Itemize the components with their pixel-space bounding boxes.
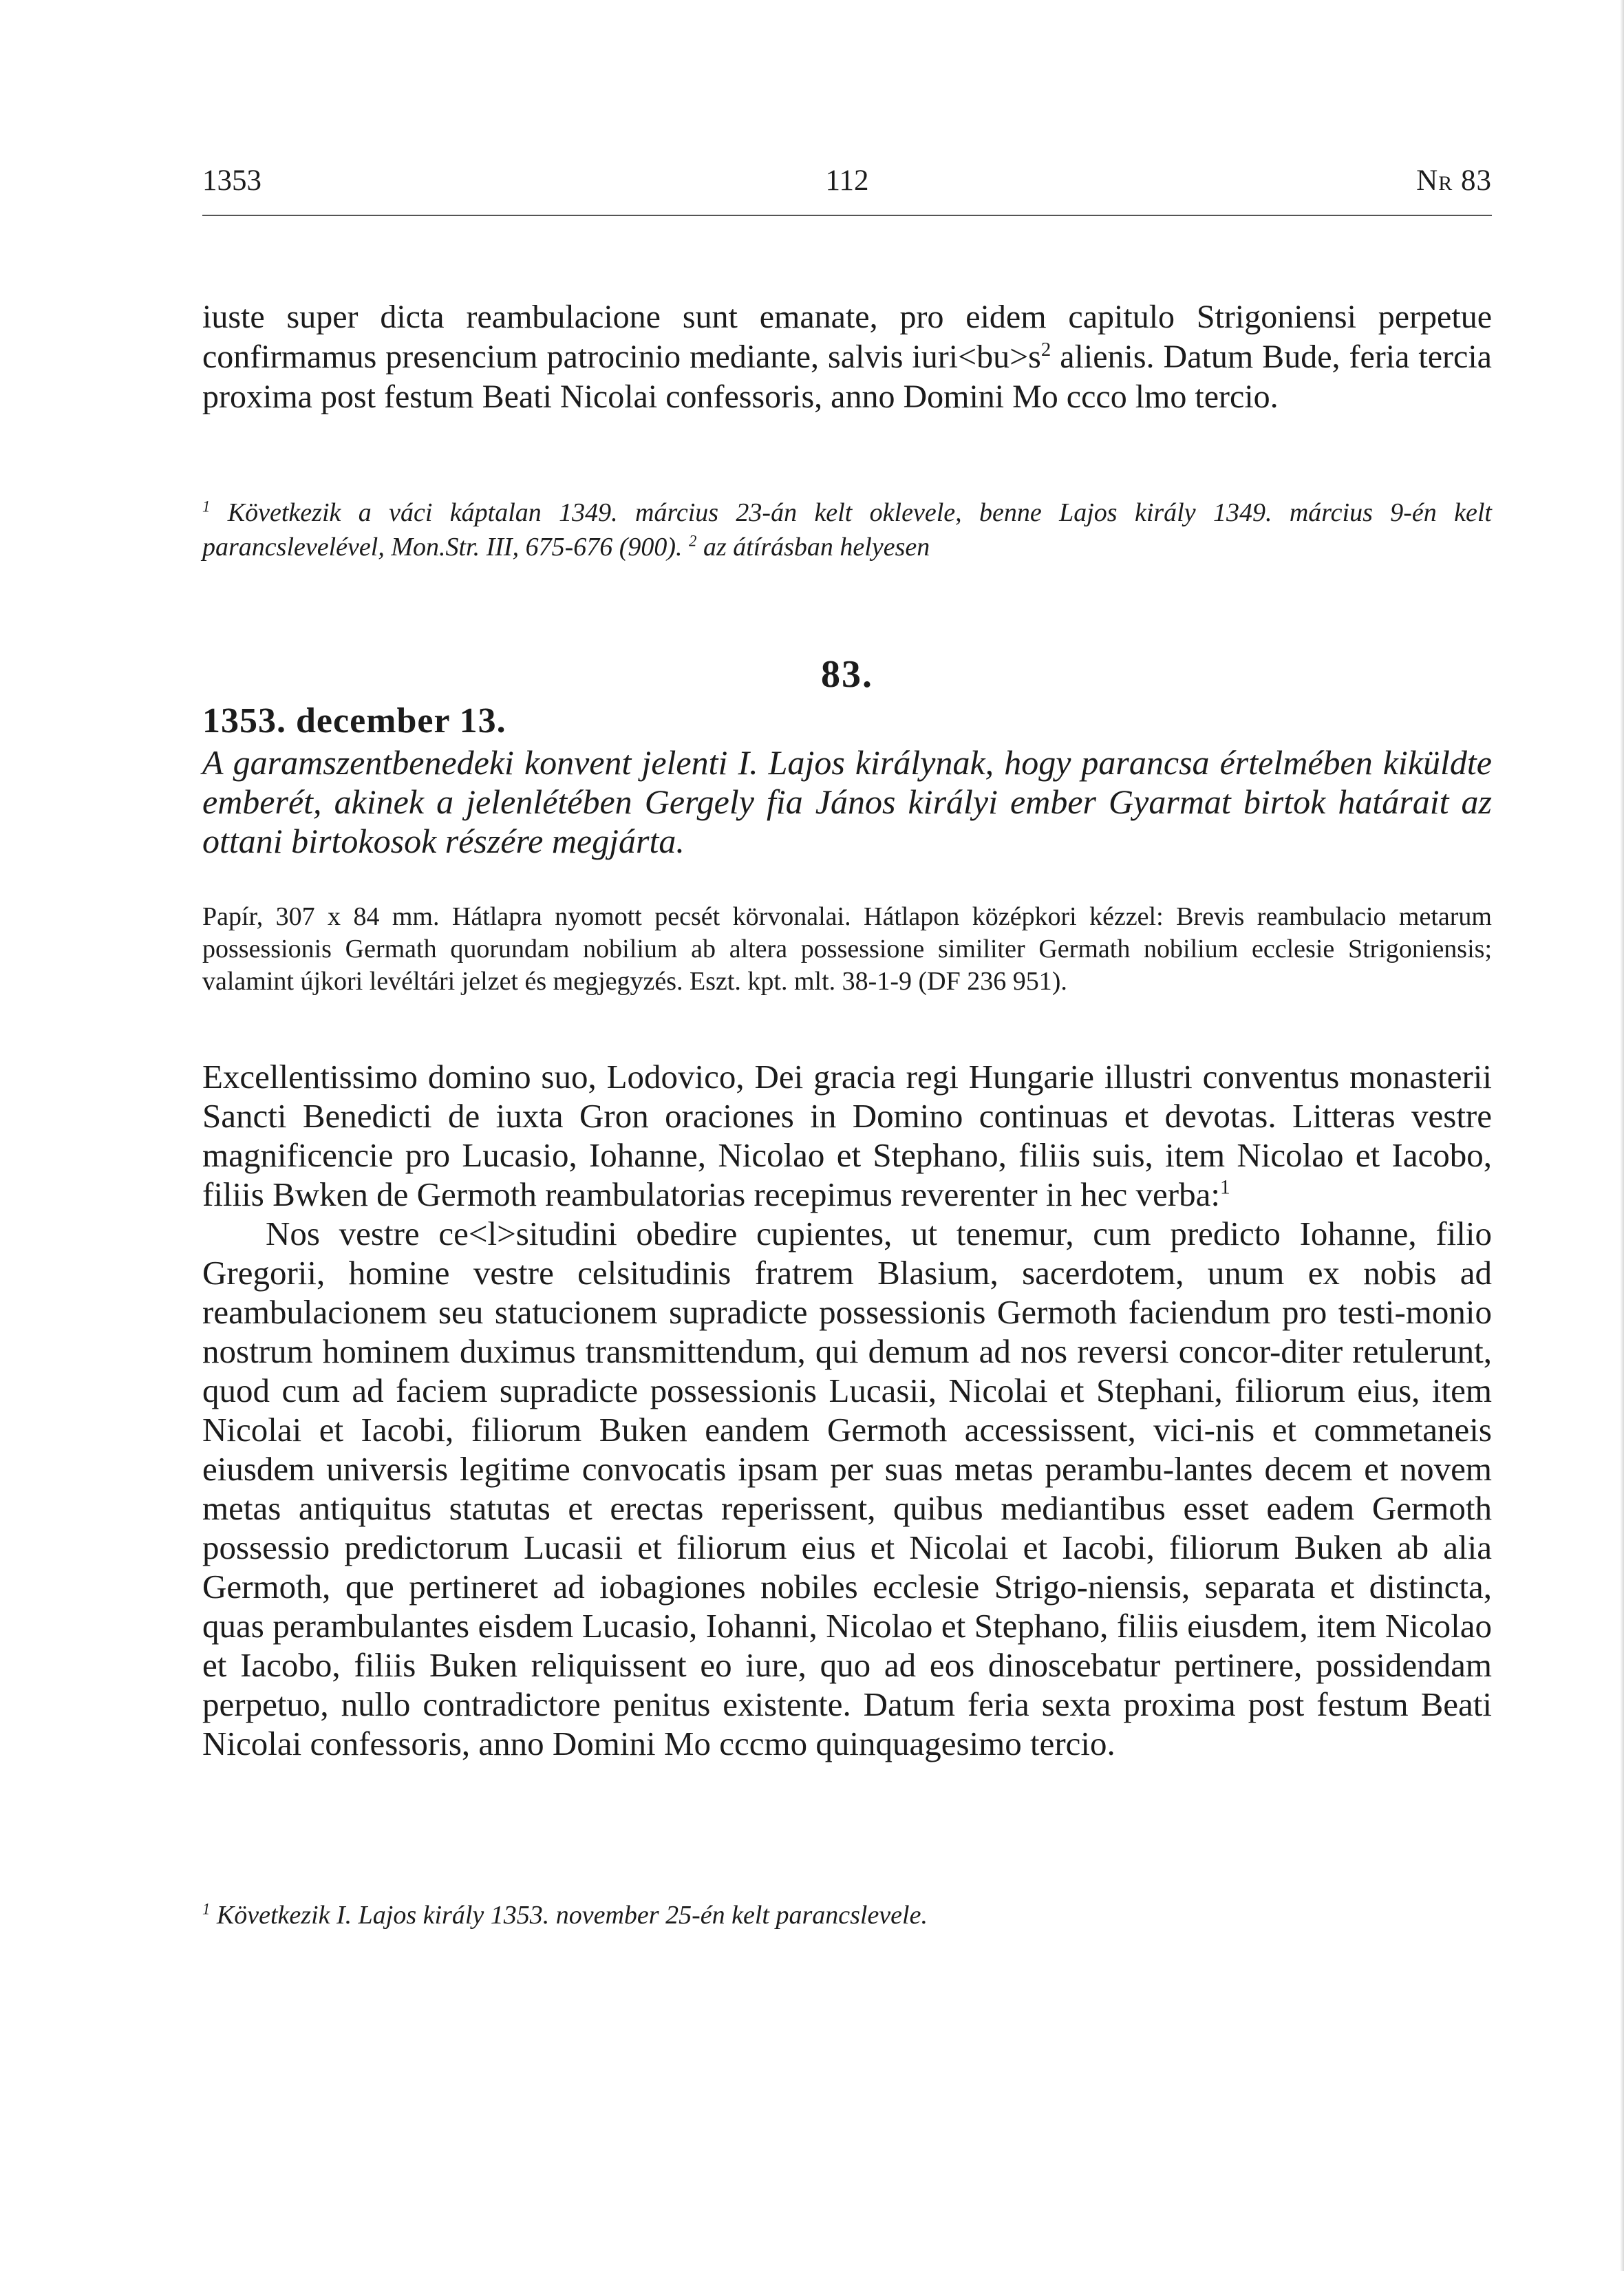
document-number: 83. xyxy=(821,653,873,696)
document-footnote-mark: 1 xyxy=(202,1900,211,1918)
document-regest: A garamszentbenedeki konvent jelenti I. Lajos királynak, hogy parancsa értelmében kiküldte emberét, akinek a jelenlétében Gergely fia János királyi ember Gyarmat birtok határait az ottani birtokosok részére megjárta. xyxy=(202,743,1492,860)
previous-footnotes xyxy=(202,495,1492,564)
document-text xyxy=(202,1057,1492,1763)
prev-text-footnote-ref: 2 xyxy=(1040,339,1051,361)
prev-note-1-mark: 1 xyxy=(202,498,211,515)
prev-text-body: iuste super dicta reambulacione sunt emanate, pro eidem capitulo Strigoniensi perpetue confirmamus presencium patrocinio mediante, salvis iuri<bu>s xyxy=(202,299,1492,375)
document-date: 1353. december 13. xyxy=(202,701,506,740)
header-page-number: 112 xyxy=(825,164,869,197)
header-year: 1353 xyxy=(202,164,261,197)
previous-document-ending xyxy=(202,297,1492,417)
scan-edge-shadow xyxy=(1620,0,1624,2271)
document-description: Papír, 307 x 84 mm. Hátlapra nyomott pecsét körvonalai. Hátlapon középkori kézzel: Brevis reambulacio metarum possessionis Germath quorundam nobilium ab altera possessione similiter Germath nobilium ecclesie Strigoniensis; valamint újkori levéltári jelzet és megjegyzés. Eszt. kpt. mlt. 38-1-9 (DF 236 951). xyxy=(202,902,1492,996)
document-paragraph-2: Nos vestre ce<l>situdini obedire cupientes, ut tenemur, cum predicto Iohanne, filio Gregorii, homine vestre celsitudinis fratrem Blasium, sacerdotem, unum ex nobis ad reambulacionem seu statucionem supradicte possessionis Germoth faciendum pro testi-monio nostrum hominem duximus transmittendum, qui demum ad nos reversi concor-diter retulerunt, quod cum ad faciem supradicte possessionis Lucasii, Nicolai et Stephani, filiorum eius, item Nicolai et Iacobi, filiorum Buken eandem Germoth accessissent, vici-nis et commetaneis eiusdem universis legitime convocatis ipsam per suas metas perambu-lantes decem et novem metas antiquitus statutas et erectas reperissent, quibus mediantibus esset eadem Germoth possessio predictorum Lucasii et filiorum eius et Nicolai et Iacobi, filiorum Buken ab alia Germoth, que pertineret ad iobagiones nobiles ecclesie Strigo-niensis, separata et distincta, quas perambulantes eisdem Lucasio, Iohanni, Nicolao et Stephano, filiis eiusdem, item Nicolao et Iacobo, filiis Buken reliquissent eo iure, quo ad eos dinoscebatur pertinere, possidendam perpetuo, nullo contradictore penitus existente. Datum feria sexta proxima post festum Beati Nicolai confessoris, anno Domini Mo cccmo quinquagesimo tercio. xyxy=(202,1215,1492,1762)
header-doc-prefix: Nr xyxy=(1416,164,1453,197)
running-header xyxy=(202,164,1492,205)
paragraph-1-text: Excellentissimo domino suo, Lodovico, Dei gracia regi Hungarie illustri conventus monasterii Sancti Benedicti de iuxta Gron oraciones in Domino continuas et devotas. Litteras vestre magnificencie pro Lucasio, Iohanne, Nicolao et Stephano, filiis suis, item Nicolao et Iacobo, filiis Bwken de Germoth reambulatorias recepimus reverenter in hec verba: xyxy=(202,1058,1492,1213)
paragraph-1-footnote-ref: 1 xyxy=(1219,1176,1230,1199)
document-footnote-text: Következik I. Lajos király 1353. november 25-én kelt parancslevele. xyxy=(210,1901,928,1930)
prev-text-tail: alienis. Datum Bude, feria tercia proxima post festum Beati Nicolai confessoris, anno Domini Mo ccco lmo tercio. xyxy=(202,339,1492,415)
prev-note-2-text: az átírásban helyesen xyxy=(696,533,930,562)
document-footnote xyxy=(202,1898,1492,1932)
header-doc-num: 83 xyxy=(1461,164,1492,197)
header-rule xyxy=(202,215,1492,216)
prev-note-2-mark: 2 xyxy=(689,532,697,550)
prev-note-1-text: Következik a váci káptalan 1349. március 23-án kelt oklevele, benne Lajos király 1349. március 9-én kelt parancslevelével, Mon.Str. III, 675-676 (900). xyxy=(202,498,1492,562)
document-paragraph-1 xyxy=(202,1057,1492,1214)
header-doc-number xyxy=(1416,164,1492,198)
